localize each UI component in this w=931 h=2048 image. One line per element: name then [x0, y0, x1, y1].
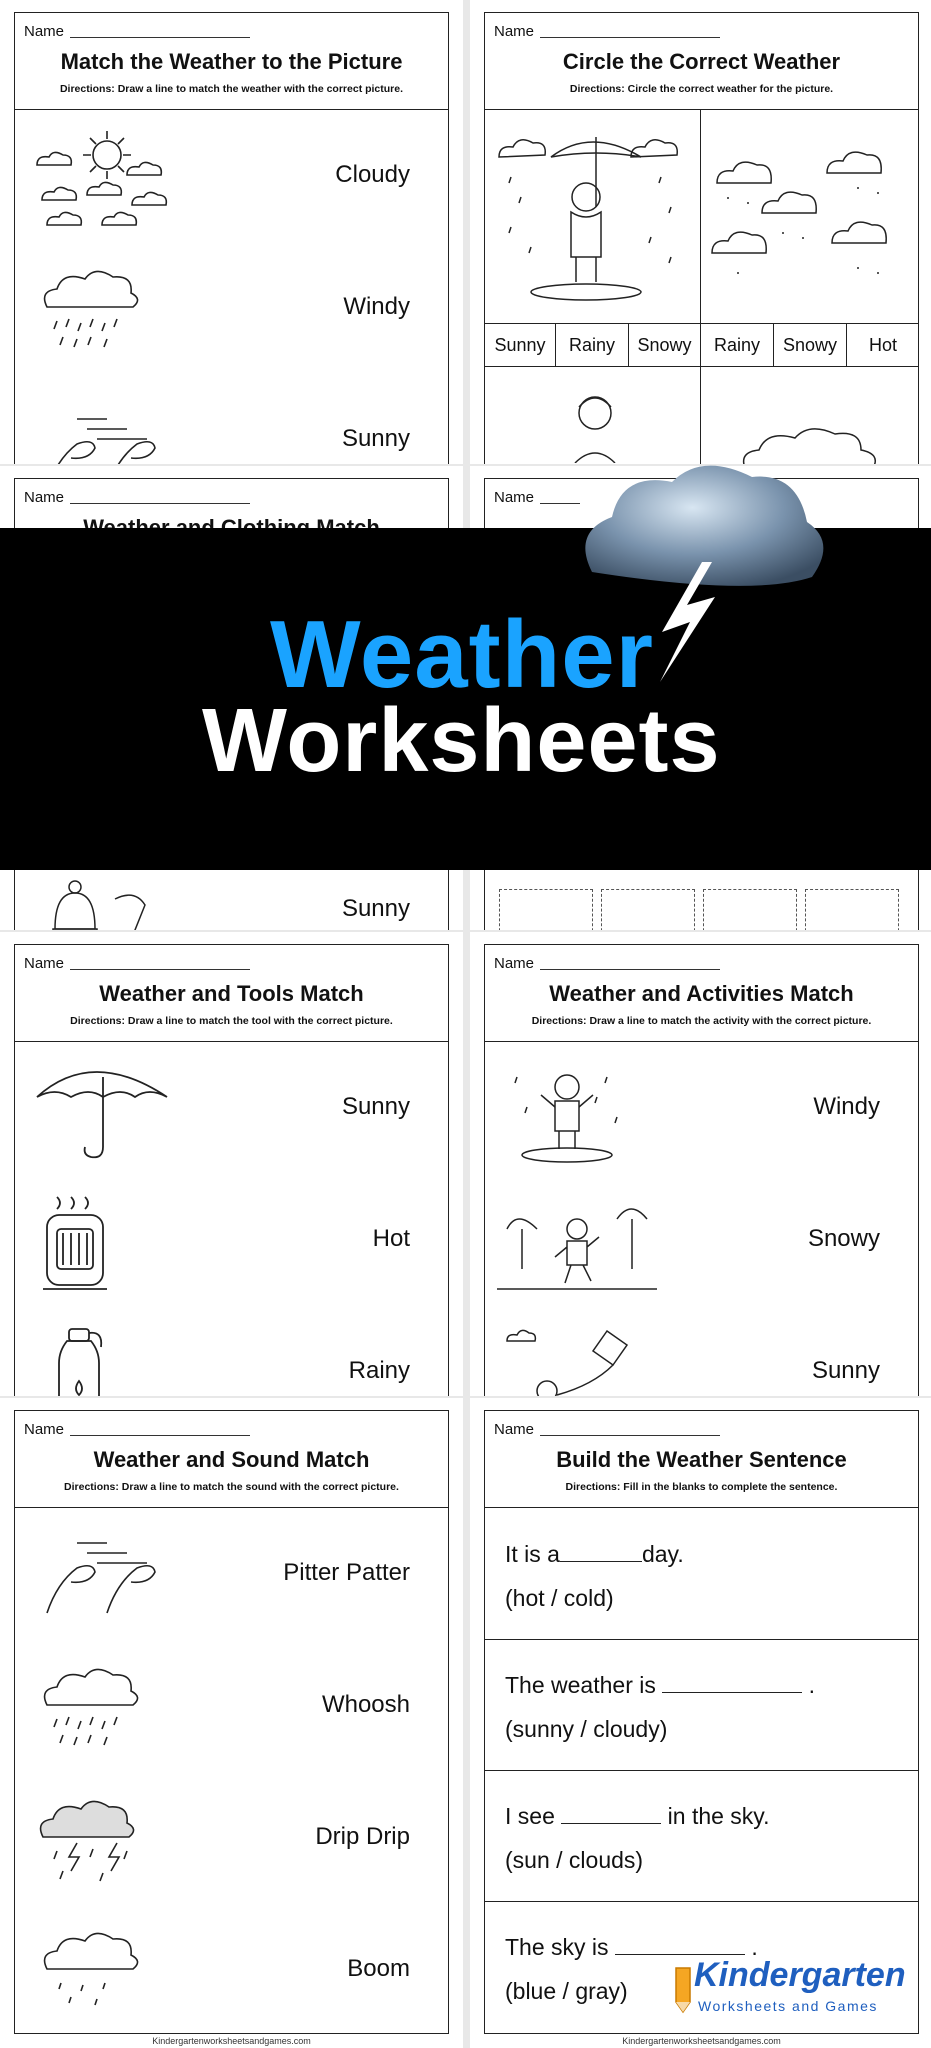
cut-out-box: [805, 889, 899, 930]
fill-blank[interactable]: [560, 1561, 642, 1562]
child-icon: [555, 383, 635, 463]
worksheet-header: [485, 945, 918, 1042]
footer-url: Kindergartenworksheetsandgames.com: [152, 2036, 311, 2046]
banner-title-worksheets: Worksheets: [202, 691, 721, 791]
windy-trees-icon: [27, 1523, 187, 1633]
worksheet-card: [484, 1410, 919, 2034]
windy-trees-icon: [27, 389, 187, 464]
worksheet-card: [14, 944, 449, 1396]
rain-cloud-icon: [27, 257, 187, 367]
match-label: Cloudy: [335, 161, 410, 188]
worksheet-title: Build the Weather Sentence: [556, 1447, 847, 1472]
sentence-row: It is a day. (hot / cold): [485, 1509, 918, 1640]
option-box[interactable]: Snowy: [629, 323, 700, 367]
footer-url: Kindergartenworksheetsandgames.com: [622, 2036, 781, 2046]
worksheet-title: Weather and Tools Match: [99, 981, 364, 1006]
worksheet-title: Circle the Correct Weather: [562, 49, 841, 74]
worksheet-card: [14, 12, 449, 464]
sentence-row: I see in the sky. (sun / clouds): [485, 1771, 918, 1902]
worksheet-header: [485, 1411, 918, 1508]
match-row: [485, 1307, 918, 1396]
worksheet-title: Weather and Activities Match: [549, 981, 854, 1006]
match-row: [15, 375, 448, 464]
name-field: Name: [24, 955, 250, 972]
worksheet-directions: Directions: Draw a line to match the sound with the correct picture.: [64, 1481, 399, 1493]
name-field: Name: [494, 955, 720, 972]
worksheet-activities-match: [470, 932, 931, 1396]
match-row: [15, 1175, 448, 1307]
match-row: [15, 1905, 448, 2034]
snow-clouds-icon: [707, 143, 902, 293]
match-row: [15, 111, 448, 243]
child-with-umbrella-icon: [491, 117, 691, 307]
name-field: Name: [24, 1421, 250, 1438]
winter-hat-scarf-icon: [45, 879, 155, 930]
match-row: [15, 243, 448, 375]
match-label: Pitter Patter: [283, 1559, 410, 1586]
thunderstorm-cloud-icon: [27, 1787, 187, 1897]
match-row: [15, 1043, 448, 1175]
option-box[interactable]: Hot: [847, 323, 919, 367]
worksheet-directions: Directions: Fill in the blanks to complete the sentence.: [565, 1481, 838, 1493]
name-field: Name: [494, 489, 580, 506]
worksheet-directions: Directions: Circle the correct weather for the picture.: [569, 83, 834, 95]
worksheet-match-weather: [0, 0, 463, 464]
worksheet-sound-match: [0, 1398, 463, 2048]
worksheet-directions: Directions: Draw a line to match the weather with the correct picture.: [59, 83, 404, 95]
option-box[interactable]: Sunny: [485, 323, 556, 367]
name-field: Name: [24, 489, 250, 506]
name-field: Name: [494, 23, 720, 40]
worksheet-card: [14, 1410, 449, 2034]
match-label: Sunny: [341, 425, 410, 452]
match-label: Rainy: [348, 1357, 410, 1384]
match-row: [485, 1175, 918, 1307]
rain-cloud-icon: [27, 1655, 187, 1765]
sentence-row: The sky is . (blue / gray): [505, 1934, 758, 2004]
umbrella-icon: [27, 1057, 187, 1167]
match-label: Snowy: [807, 1225, 880, 1252]
fill-blank[interactable]: [662, 1692, 802, 1693]
name-field: Name: [494, 1421, 720, 1438]
sentence-options: (sun / clouds): [505, 1847, 644, 1873]
match-label: Sunny: [341, 895, 410, 922]
worksheet-title: Weather and Sound Match: [93, 1447, 370, 1472]
sentence-row: The weather is . (sunny / cloudy): [485, 1640, 918, 1771]
match-row: [15, 1307, 448, 1396]
match-label: Sunny: [341, 1093, 410, 1120]
match-row: [15, 1773, 448, 1905]
option-box[interactable]: Rainy: [701, 323, 774, 367]
worksheet-header: [15, 945, 448, 1042]
sentence-options: (sunny / cloudy): [505, 1716, 668, 1742]
sentence-options: (blue / gray): [505, 1978, 628, 2004]
space-heater-icon: [27, 1189, 187, 1299]
storm-cloud-icon: [735, 413, 905, 464]
child-with-kite-icon: [497, 1321, 657, 1396]
child-running-park-icon: [497, 1189, 657, 1299]
worksheet-header: [15, 1411, 448, 1508]
match-label: Windy: [813, 1093, 880, 1120]
child-in-rain-icon: [497, 1057, 657, 1167]
worksheet-directions: Directions: Draw a line to match the tool with the correct picture.: [70, 1015, 393, 1027]
cut-out-box: [703, 889, 797, 930]
worksheet-title: Match the Weather to the Picture: [60, 49, 403, 74]
fill-blank[interactable]: [615, 1954, 745, 1955]
option-box[interactable]: Snowy: [774, 323, 847, 367]
match-label: Windy: [343, 293, 410, 320]
worksheet-circle-weather: [470, 0, 931, 464]
worksheet-tools-match: [0, 932, 463, 1396]
brand-name: Kindergarten: [694, 1956, 906, 1994]
match-label: Sunny: [811, 1357, 880, 1384]
match-row: [485, 1043, 918, 1175]
worksheet-header: [15, 13, 448, 110]
worksheet-card: [484, 12, 919, 464]
worksheet-directions: Directions: Draw a line to match the activity with the correct picture.: [531, 1015, 872, 1027]
match-label: Boom: [347, 1955, 410, 1982]
banner-title-weather: Weather: [270, 601, 655, 708]
worksheet-build-sentence: [470, 1398, 931, 2048]
match-row: [15, 1509, 448, 1641]
match-label: Whoosh: [321, 1691, 410, 1718]
match-row: [15, 1641, 448, 1773]
brand-tagline: Worksheets and Games: [698, 1998, 878, 2014]
name-field: Name: [24, 23, 250, 40]
sun-and-clouds-icon: [27, 125, 187, 235]
cut-out-box: [499, 889, 593, 930]
option-box[interactable]: Rainy: [556, 323, 629, 367]
worksheet-card: [484, 944, 919, 1396]
cut-out-box: [601, 889, 695, 930]
drizzle-cloud-icon: [27, 1919, 187, 2029]
worksheet-header: [485, 13, 918, 110]
water-bottle-icon: [27, 1321, 187, 1396]
match-label: Drip Drip: [315, 1823, 410, 1850]
sentence-options: (hot / cold): [505, 1585, 614, 1611]
match-label: Hot: [372, 1225, 410, 1252]
fill-blank[interactable]: [561, 1823, 661, 1824]
